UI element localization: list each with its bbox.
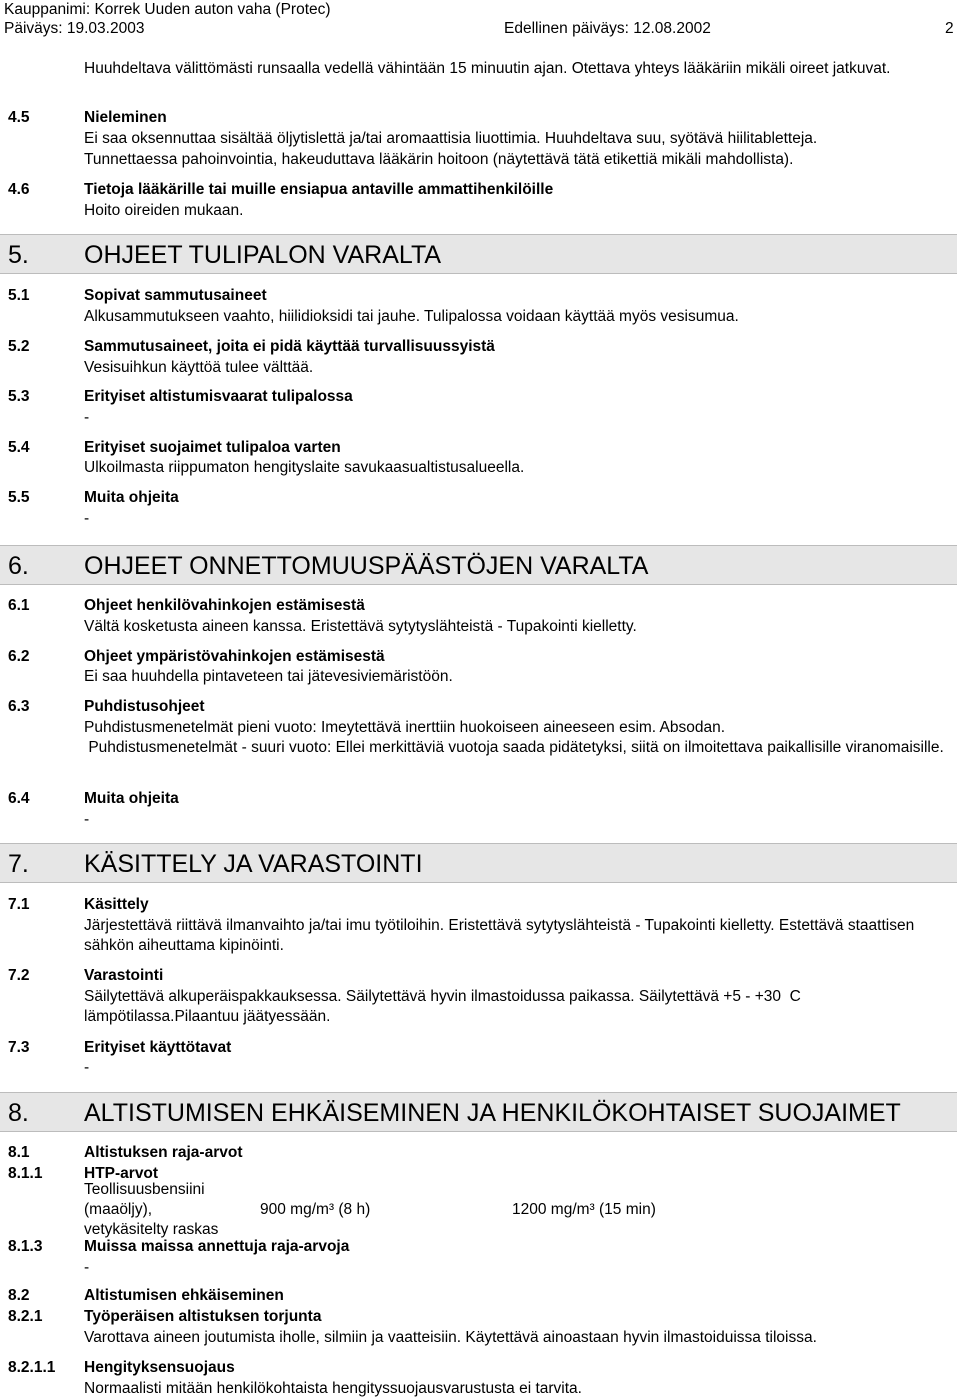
section-6-2-number: 6.2 [8, 648, 30, 665]
section-5-4-number: 5.4 [8, 439, 30, 456]
section-6-number: 6. [8, 552, 29, 580]
trade-name: Kauppanimi: Korrek Uuden auton vaha (Protec) [4, 1, 331, 18]
section-5-2-number: 5.2 [8, 338, 30, 355]
section-6-2-title: Ohjeet ympäristövahinkojen estämisestä [84, 648, 385, 665]
document-date: Päiväys: 19.03.2003 [4, 20, 145, 37]
htp-value-8h: 900 mg/m³ (8 h) [260, 1201, 371, 1218]
htp-value-15min: 1200 mg/m³ (15 min) [512, 1201, 656, 1218]
section-6-3-text-line2: Puhdistusmenetelmät - suuri vuoto: Ellei merkittäviä vuotoja saada pidätetyksi, siitä on ilmoitettava paikallisille viranomaisille. [84, 739, 944, 756]
section-5-2-title: Sammutusaineet, joita ei pidä käyttää turvallisuussyistä [84, 338, 495, 355]
previous-date: Edellinen päiväys: 12.08.2002 [504, 20, 711, 37]
section-5-2-text: Vesisuihkun käyttöä tulee välttää. [84, 359, 314, 376]
section-6-4-title: Muita ohjeita [84, 790, 179, 807]
section-8-2-title: Altistumisen ehkäiseminen [84, 1287, 284, 1304]
section-5-title: OHJEET TULIPALON VARALTA [84, 241, 442, 269]
section-6-1-title: Ohjeet henkilövahinkojen estämisestä [84, 597, 365, 614]
section-7-3-title: Erityiset käyttötavat [84, 1039, 232, 1056]
section-6-3-title: Puhdistusohjeet [84, 698, 205, 715]
section-6-3-text-line1: Puhdistusmenetelmät pieni vuoto: Imeytettävä inerttiin huokoiseen aineeseen esim. Absodan. [84, 719, 726, 736]
section-6-1-number: 6.1 [8, 597, 30, 614]
section-5-5-text: - [84, 510, 90, 527]
section-6-4-text: - [84, 811, 90, 828]
section-6-title: OHJEET ONNETTOMUUSPÄÄSTÖJEN VARALTA [84, 552, 649, 580]
htp-substance-line2: (maaöljy), [84, 1201, 153, 1218]
section-8-1-3-number: 8.1.3 [8, 1238, 43, 1255]
page-number: 2 [945, 20, 954, 37]
section-8-2-1-title: Työperäisen altistuksen torjunta [84, 1308, 322, 1325]
section-8-2-1-1-text: Normaalisti mitään henkilökohtaista hengityssuojausvarustusta ei tarvita. [84, 1380, 582, 1397]
section-5-3-title: Erityiset altistumisvaarat tulipalossa [84, 388, 353, 405]
section-8-2-1-1-number: 8.2.1.1 [8, 1359, 56, 1376]
section-6-2-text: Ei saa huuhdella pintaveteen tai jätevesiviemäristöön. [84, 668, 453, 685]
section-7-2-title: Varastointi [84, 967, 164, 984]
section-6-header [0, 545, 957, 585]
section-8-1-3-text: - [84, 1259, 90, 1276]
section-4-6-text: Hoito oireiden mukaan. [84, 202, 244, 219]
section-5-4-title: Erityiset suojaimet tulipaloa varten [84, 439, 341, 456]
section-8-2-number: 8.2 [8, 1287, 30, 1304]
section-6-3-number: 6.3 [8, 698, 30, 715]
section-8-2-1-1-title: Hengityksensuojaus [84, 1359, 235, 1376]
section-5-header [0, 234, 957, 274]
section-7-3-number: 7.3 [8, 1039, 30, 1056]
section-8-1-1-number: 8.1.1 [8, 1165, 43, 1182]
section-5-1-number: 5.1 [8, 287, 30, 304]
section-5-4-text: Ulkoilmasta riippumaton hengityslaite savukaasualtistusalueella. [84, 459, 525, 476]
section-7-1-text: Järjestettävä riittävä ilmanvaihto ja/tai imu työtiloihin. Eristettävä sytytyslähteistä - Tupakointi kielletty. Estettävä staattisen sähkön aiheuttama kipinöinti. [84, 917, 915, 954]
section-8-header [0, 1092, 957, 1132]
section-4-6-title: Tietoja lääkärille tai muille ensiapua antaville ammattihenkilöille [84, 181, 554, 198]
section-5-5-title: Muita ohjeita [84, 489, 179, 506]
section-7-1-number: 7.1 [8, 896, 30, 913]
htp-substance-line3: vetykäsitelty raskas [84, 1221, 219, 1238]
htp-substance-line1: Teollisuusbensiini [84, 1181, 205, 1198]
section-8-number: 8. [8, 1099, 29, 1127]
section-8-1-title: Altistuksen raja-arvot [84, 1144, 243, 1161]
section-8-1-number: 8.1 [8, 1144, 30, 1161]
section-4-5-text-line2: Tunnettaessa pahoinvointia, hakeuduttava lääkärin hoitoon (näytettävä tätä etikettiä mikäli mahdollista). [84, 151, 794, 168]
section-6-1-text: Vältä kosketusta aineen kanssa. Eristettävä sytytyslähteistä - Tupakointi kielletty. [84, 618, 637, 635]
section-8-2-1-text: Varottava aineen joutumista iholle, silmiin ja vaatteisiin. Käytettävä ainoastaan hyvin ilmastoiduissa tiloissa. [84, 1329, 817, 1346]
section-5-3-number: 5.3 [8, 388, 30, 405]
section-5-5-number: 5.5 [8, 489, 30, 506]
section-7-3-text: - [84, 1059, 90, 1076]
section-4-5-title: Nieleminen [84, 109, 167, 126]
section-5-1-title: Sopivat sammutusaineet [84, 287, 267, 304]
section-8-1-1-title: HTP-arvot [84, 1165, 159, 1182]
section-5-1-text: Alkusammutukseen vaahto, hiilidioksidi tai jauhe. Tulipalossa voidaan käyttää myös vesisumua. [84, 308, 739, 325]
section-8-title: ALTISTUMISEN EHKÄISEMINEN JA HENKILÖKOHTAISET SUOJAIMET [84, 1099, 901, 1127]
section-7-number: 7. [8, 850, 29, 878]
section-4-5-number: 4.5 [8, 109, 30, 126]
section-8-2-1-number: 8.2.1 [8, 1308, 43, 1325]
section-7-1-title: Käsittely [84, 896, 149, 913]
section-6-4-number: 6.4 [8, 790, 30, 807]
section-7-2-number: 7.2 [8, 967, 30, 984]
section-4-6-number: 4.6 [8, 181, 30, 198]
section-4-5-text-line1: Ei saa oksennuttaa sisältää öljytislettä ja/tai aromaattisia liuottimia. Huuhdeltava suu, syötävä hiilitabletteja. [84, 130, 818, 147]
section-7-header [0, 843, 957, 883]
section-7-2-text: Säilytettävä alkuperäispakkauksessa. Säilytettävä hyvin ilmastoidussa paikassa. Säilytettävä +5 - +30 C lämpötilassa.Pilaantuu jäätyessään. [84, 988, 806, 1025]
section-7-title: KÄSITTELY JA VARASTOINTI [84, 850, 423, 878]
section-5-number: 5. [8, 241, 29, 269]
section-5-3-text: - [84, 409, 90, 426]
section-8-1-3-title: Muissa maissa annettuja raja-arvoja [84, 1238, 350, 1255]
first-aid-eye-text: Huuhdeltava välittömästi runsaalla vedellä vähintään 15 minuutin ajan. Otettava yhteys lääkäriin mikäli oireet jatkuvat. [84, 60, 891, 77]
